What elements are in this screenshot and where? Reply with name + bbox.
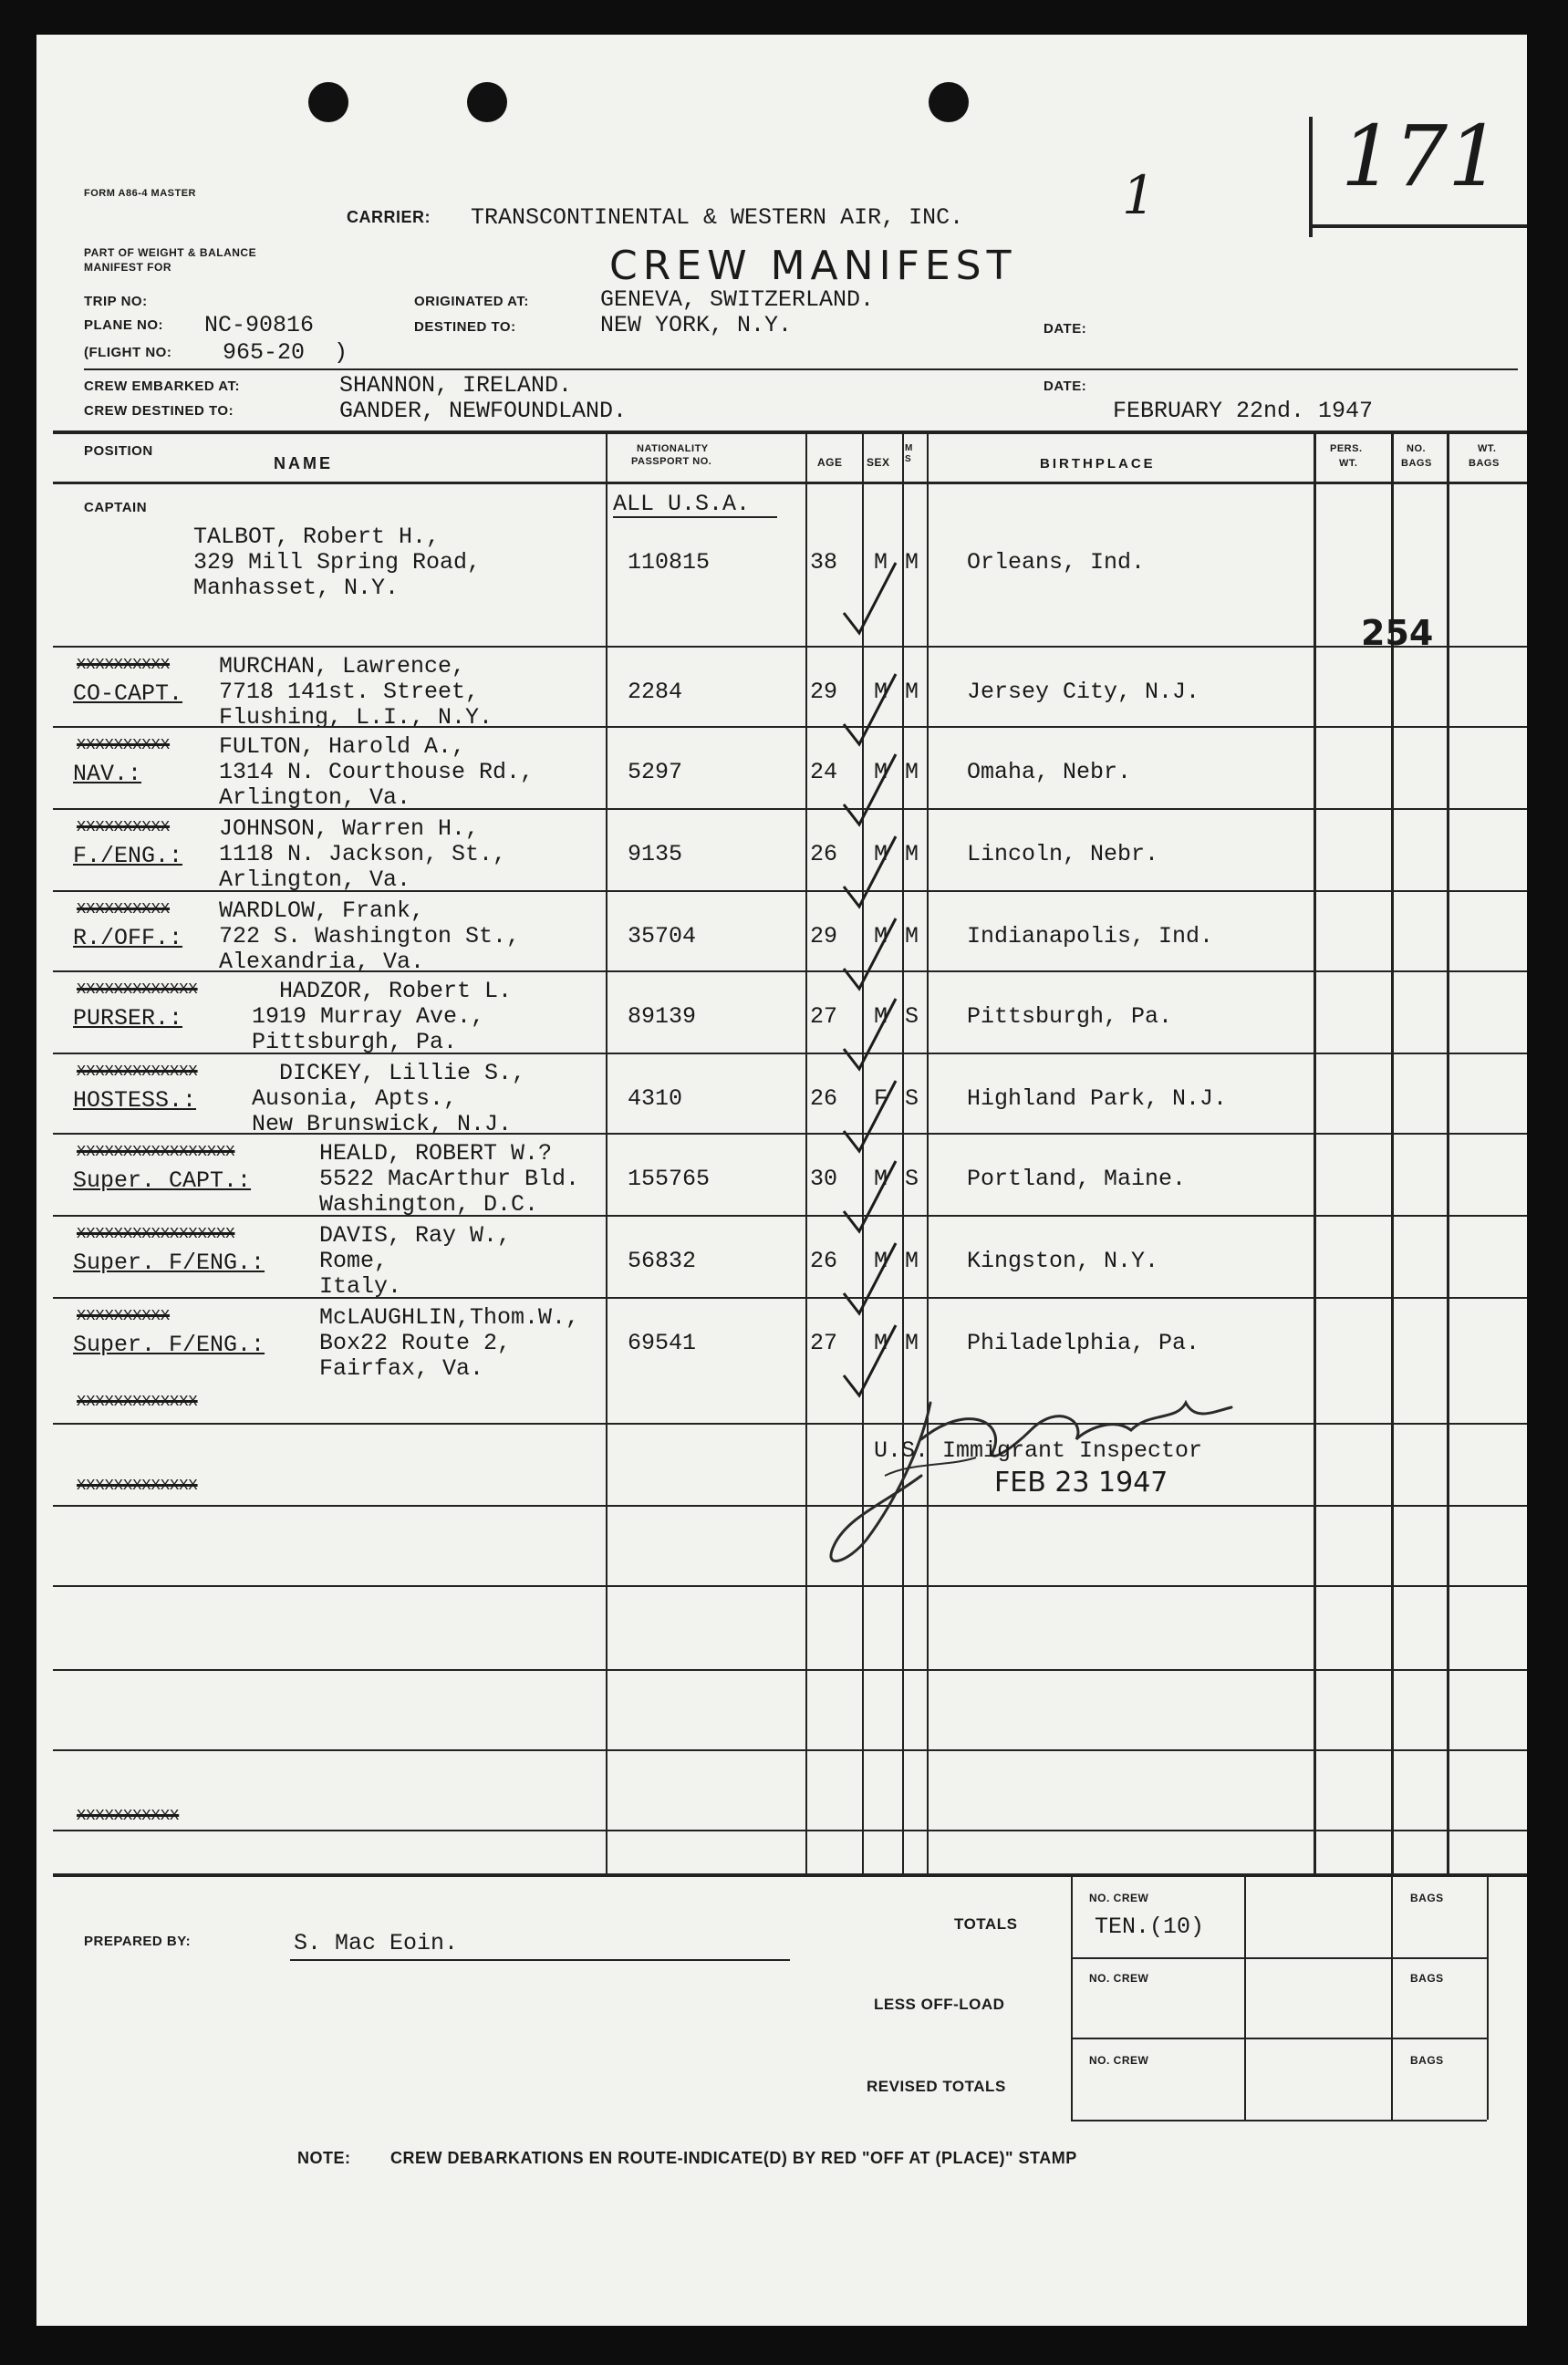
punch-hole: [929, 82, 969, 122]
crew-passport: 110815: [628, 549, 711, 576]
page-number: 171: [1341, 108, 1501, 205]
totals-box-mid: [1244, 1873, 1246, 2120]
crew-sex: M: [874, 1003, 888, 1030]
crew-marital-status: S: [905, 1003, 919, 1030]
blank-row-rule: [53, 1669, 1527, 1671]
totals-box-left: [1071, 1873, 1073, 2120]
crew-position: R./OFF.:: [73, 925, 183, 951]
crew-marital-status: M: [905, 549, 919, 576]
check-mark: [839, 1239, 903, 1321]
check-mark: [839, 994, 903, 1076]
blank-row-struck: XXXXXXXXXXXXX: [77, 1478, 198, 1495]
crew-destined-value: GANDER, NEWFOUNDLAND.: [339, 398, 628, 424]
crew-row-rule: [53, 1297, 1527, 1299]
crew-birthplace: Omaha, Nebr.: [967, 759, 1132, 785]
crew-row-rule: [53, 646, 1527, 648]
crew-marital-status: M: [905, 679, 919, 705]
crew-address-line-2: Italy.: [319, 1273, 402, 1300]
totals-no-crew: TEN.(10): [1095, 1914, 1205, 1940]
crew-age: 26: [810, 1085, 838, 1112]
crew-age: 38: [810, 549, 838, 576]
check-mark: [839, 914, 903, 996]
bags-weight-written: 254: [1361, 613, 1434, 653]
totals-row-rule: [1071, 1957, 1487, 1959]
crew-passport: 89139: [628, 1003, 697, 1030]
note-label: NOTE:: [297, 2149, 351, 2167]
revised-totals-label: REVISED TOTALS: [867, 2078, 1006, 2095]
note-text: CREW DEBARKATIONS EN ROUTE-INDICATE(D) BY RED "OFF AT (PLACE)" STAMP: [390, 2149, 1077, 2167]
crew-name: JOHNSON, Warren H.,: [219, 815, 480, 842]
col-nationality-2: PASSPORT NO.: [631, 456, 712, 467]
crew-age: 26: [810, 1248, 838, 1274]
crew-passport: 56832: [628, 1248, 697, 1274]
crew-address-line-2: Flushing, L.I., N.Y.: [219, 704, 493, 731]
bags-label: BAGS: [1410, 1892, 1444, 1904]
crew-sex: M: [874, 841, 888, 867]
crew-sex: F: [874, 1085, 888, 1112]
crew-age: 27: [810, 1330, 838, 1356]
crew-address-line-2: Pittsburgh, Pa.: [252, 1029, 458, 1055]
table-top-rule: [53, 430, 1527, 434]
crew-marital-status: M: [905, 759, 919, 785]
crew-row-rule: [53, 808, 1527, 810]
crew-address-line-1: Rome,: [319, 1248, 389, 1274]
crew-position: Super. CAPT.:: [73, 1167, 252, 1194]
crew-row-rule: [53, 970, 1527, 972]
col-sex: SEX: [867, 456, 890, 469]
bags-label: BAGS: [1410, 1972, 1444, 1985]
crew-address-line-1: 722 S. Washington St.,: [219, 923, 521, 949]
embarked-label: CREW EMBARKED AT:: [84, 379, 240, 394]
col-no-bags-1: NO.: [1407, 443, 1427, 454]
crew-address-line-2: Arlington, Va.: [219, 866, 411, 893]
carrier-label: CARRIER:: [347, 208, 431, 226]
crew-name: TALBOT, Robert H.,: [193, 524, 441, 550]
crew-birthplace: Kingston, N.Y.: [967, 1248, 1159, 1274]
date-label-1: DATE:: [1044, 321, 1087, 337]
crew-passport: 4310: [628, 1085, 683, 1112]
crew-marital-status: S: [905, 1166, 919, 1192]
no-crew-label: NO. CREW: [1089, 1972, 1149, 1985]
nationality-underline: [613, 516, 777, 518]
crew-birthplace: Jersey City, N.J.: [967, 679, 1200, 705]
crew-destined-label: CREW DESTINED TO:: [84, 403, 234, 419]
crew-passport: 69541: [628, 1330, 697, 1356]
crew-age: 26: [810, 841, 838, 867]
crew-birthplace: Philadelphia, Pa.: [967, 1330, 1200, 1356]
col-pers-wt-2: WT.: [1339, 458, 1358, 469]
crew-age: 29: [810, 679, 838, 705]
crew-position: NAV.:: [73, 761, 142, 787]
no-crew-label: NO. CREW: [1089, 2054, 1149, 2067]
check-mark: [839, 1157, 903, 1239]
struck-position: XXXXXXXXXX: [77, 737, 171, 754]
table-bottom-rule: [53, 1873, 1527, 1877]
crew-address-line-1: Ausonia, Apts.,: [252, 1085, 458, 1112]
crew-position: PURSER.:: [73, 1005, 183, 1032]
crew-address-line-2: New Brunswick, N.J.: [252, 1111, 513, 1137]
crew-address-line-2: Washington, D.C.: [319, 1191, 539, 1218]
originated-label: ORIGINATED AT:: [414, 294, 529, 309]
page-number-box-bottom: [1309, 224, 1527, 228]
corner-mark: 1: [1122, 164, 1156, 226]
crew-name: McLAUGHLIN,Thom.W.,: [319, 1304, 580, 1331]
flight-close: ): [334, 339, 348, 366]
crew-sex: M: [874, 1166, 888, 1192]
header-rule: [84, 368, 1518, 370]
crew-position: HOSTESS.:: [73, 1087, 197, 1114]
col-name: NAME: [274, 454, 333, 472]
crew-sex: M: [874, 1330, 888, 1356]
struck-position: XXXXXXXXXXXXX: [77, 981, 198, 999]
stamp-title: U.S. Immigrant Inspector: [874, 1437, 1203, 1464]
crew-sex: M: [874, 679, 888, 705]
col-ms: M S: [905, 443, 913, 464]
punch-hole: [467, 82, 507, 122]
embarked-value: SHANNON, IRELAND.: [339, 372, 573, 399]
check-mark: [839, 750, 903, 832]
blank-row-rule: [53, 1830, 1527, 1831]
struck-position: XXXXXXXXXX: [77, 657, 171, 674]
crew-age: 30: [810, 1166, 838, 1192]
destined-value: NEW YORK, N.Y.: [600, 312, 793, 338]
crew-marital-status: S: [905, 1085, 919, 1112]
crew-address-line-1: Box22 Route 2,: [319, 1330, 512, 1356]
totals-box-right: [1487, 1873, 1489, 2120]
crew-address-line-2: Fairfax, Va.: [319, 1355, 484, 1382]
crew-birthplace: Portland, Maine.: [967, 1166, 1187, 1192]
page-title: CREW MANIFEST: [609, 243, 1017, 289]
originated-value: GENEVA, SWITZERLAND.: [600, 286, 875, 313]
check-mark: [839, 669, 903, 752]
crew-name: DICKEY, Lillie S.,: [279, 1060, 526, 1086]
crew-age: 24: [810, 759, 838, 785]
col-birthplace: BIRTHPLACE: [1040, 456, 1156, 472]
date-label-2: DATE:: [1044, 379, 1087, 394]
nationality-all: ALL U.S.A.: [613, 491, 751, 517]
crew-position: CO-CAPT.: [73, 680, 183, 707]
col-nationality-1: NATIONALITY: [637, 443, 709, 454]
blank-row-rule: [53, 1749, 1527, 1751]
crew-name: MURCHAN, Lawrence,: [219, 653, 466, 679]
col-wt-bags-1: WT.: [1478, 443, 1497, 454]
crew-passport: 35704: [628, 923, 697, 949]
crew-passport: 9135: [628, 841, 683, 867]
less-offload-label: LESS OFF-LOAD: [874, 1996, 1005, 2013]
col-pers-wt-1: PERS.: [1330, 443, 1363, 454]
col-age: AGE: [817, 456, 843, 469]
crew-passport: 5297: [628, 759, 683, 785]
crew-birthplace: Lincoln, Nebr.: [967, 841, 1159, 867]
check-mark: [839, 832, 903, 914]
struck-position: XXXXXXXXXXXXXXXXX: [77, 1144, 235, 1161]
column-header-rule: [53, 482, 1527, 484]
struck-position: XXXXXXXXXXXXXXXXX: [77, 1226, 235, 1243]
plane-number: NC-90816: [204, 312, 315, 338]
totals-box-bags: [1391, 1873, 1393, 2120]
crew-marital-status: M: [905, 841, 919, 867]
blank-row-struck: XXXXXXXXXXX: [77, 1808, 180, 1825]
plane-label: PLANE NO:: [84, 317, 163, 333]
stamp-date: FEB 23 1947: [994, 1467, 1168, 1499]
col-wt-bags-2: BAGS: [1469, 458, 1500, 469]
col-position: POSITION: [84, 443, 153, 459]
crew-row-rule: [53, 890, 1527, 892]
crew-name: HEALD, ROBERT W.?: [319, 1140, 553, 1167]
struck-position: XXXXXXXXXX: [77, 1308, 171, 1325]
prepared-label: PREPARED BY:: [84, 1934, 192, 1949]
crew-name: HADZOR, Robert L.: [279, 978, 513, 1004]
struck-position: XXXXXXXXXX: [77, 819, 171, 836]
form-number: FORM A86-4 MASTER: [84, 188, 196, 199]
page-number-box-left: [1309, 117, 1313, 237]
crew-age: 29: [810, 923, 838, 949]
crew-address-line-1: 329 Mill Spring Road,: [193, 549, 482, 576]
part-of-label-2: MANIFEST FOR: [84, 261, 171, 274]
crew-address-line-1: 1118 N. Jackson, St.,: [219, 841, 507, 867]
crew-sex: M: [874, 923, 888, 949]
crew-position: CAPTAIN: [84, 500, 148, 515]
struck-position: XXXXXXXXXXXXX: [77, 1063, 198, 1081]
crew-marital-status: M: [905, 1330, 919, 1356]
crew-birthplace: Highland Park, N.J.: [967, 1085, 1228, 1112]
totals-row-rule: [1071, 2038, 1487, 2039]
crew-birthplace: Pittsburgh, Pa.: [967, 1003, 1173, 1030]
trip-label: TRIP NO:: [84, 294, 148, 309]
crew-sex: M: [874, 759, 888, 785]
crew-marital-status: M: [905, 1248, 919, 1274]
totals-label: TOTALS: [954, 1915, 1018, 1933]
crew-passport: 2284: [628, 679, 683, 705]
crew-address-line-2: Alexandria, Va.: [219, 949, 425, 975]
crew-birthplace: Indianapolis, Ind.: [967, 923, 1214, 949]
crew-row-rule: [53, 726, 1527, 728]
crew-row-rule: [53, 1133, 1527, 1135]
crew-address-line-1: 7718 141st. Street,: [219, 679, 480, 705]
crew-position: Super. F/ENG.:: [73, 1250, 265, 1276]
col-no-bags-2: BAGS: [1401, 458, 1432, 469]
crew-marital-status: M: [905, 923, 919, 949]
crew-address-line-1: 1314 N. Courthouse Rd.,: [219, 759, 535, 785]
crew-row-rule: [53, 1053, 1527, 1054]
blank-row-struck: XXXXXXXXXXXXX: [77, 1394, 198, 1411]
crew-name: DAVIS, Ray W.,: [319, 1222, 512, 1249]
destined-label: DESTINED TO:: [414, 319, 516, 335]
flight-label: (FLIGHT NO:: [84, 345, 172, 360]
part-of-label-1: PART OF WEIGHT & BALANCE: [84, 246, 257, 259]
crew-passport: 155765: [628, 1166, 711, 1192]
check-mark: [839, 558, 903, 640]
prepared-underline: [290, 1959, 790, 1961]
crew-address-line-1: 1919 Murray Ave.,: [252, 1003, 485, 1030]
crew-position: Super. F/ENG.:: [73, 1332, 265, 1358]
crew-sex: M: [874, 549, 888, 576]
manifest-date: FEBRUARY 22nd. 1947: [1113, 398, 1374, 424]
crew-row-rule: [53, 1215, 1527, 1217]
totals-row-rule: [1071, 2120, 1487, 2121]
crew-position: F./ENG.:: [73, 843, 183, 869]
crew-address-line-2: Manhasset, N.Y.: [193, 575, 400, 601]
no-crew-label: NO. CREW: [1089, 1892, 1149, 1904]
crew-sex: M: [874, 1248, 888, 1274]
bags-label: BAGS: [1410, 2054, 1444, 2067]
crew-age: 27: [810, 1003, 838, 1030]
crew-name: WARDLOW, Frank,: [219, 897, 425, 924]
manifest-sheet: [36, 35, 1527, 2326]
check-mark: [839, 1076, 903, 1158]
crew-name: FULTON, Harold A.,: [219, 733, 466, 760]
crew-address-line-1: 5522 MacArthur Bld.: [319, 1166, 580, 1192]
prepared-by: S. Mac Eoin.: [294, 1930, 459, 1956]
carrier-name: TRANSCONTINENTAL & WESTERN AIR, INC.: [471, 204, 964, 231]
flight-number: 965-20: [223, 339, 306, 366]
punch-hole: [308, 82, 348, 122]
struck-position: XXXXXXXXXX: [77, 901, 171, 918]
crew-birthplace: Orleans, Ind.: [967, 549, 1146, 576]
crew-address-line-2: Arlington, Va.: [219, 784, 411, 811]
